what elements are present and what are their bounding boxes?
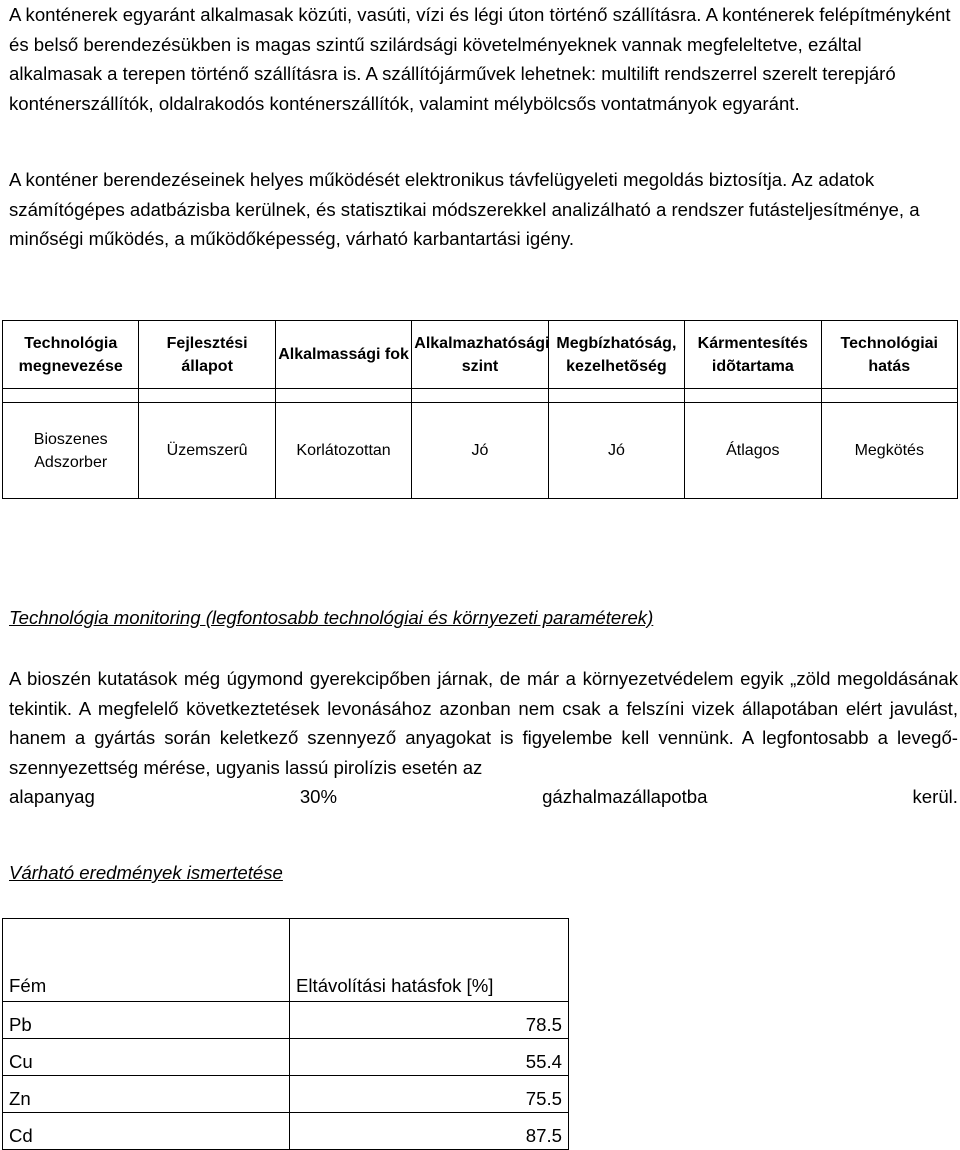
efficiency-cell: 75.5 [290,1076,569,1113]
monitoring-heading: Technológia monitoring (legfontosabb technológiai és környezeti paraméterek) [9,607,654,628]
results-table-row [3,1002,569,1039]
tech-cell: Üzemszerû [139,403,275,499]
results-table [2,918,569,1150]
technology-table [2,320,958,499]
efficiency-cell: 55.4 [290,1039,569,1076]
tech-cell: Átlagos [685,403,821,499]
results-heading: Várható eredmények ismertetése [9,862,283,883]
tech-header-cell: Alkalmazhatósági szint [412,321,548,389]
tech-cell: Jó [548,403,684,499]
intro-paragraph-2: A konténer berendezéseinek helyes működését elektronikus távfelügyeleti megoldás biztosítja. Az adatok számítógépes adatbázisba kerülnek, és statisztikai módszerekkel analizálható a rendszer futásteljesítménye, a minőségi működés, a működőképesség, várható karbantartási igény. [9,169,920,249]
tech-cell: Korlátozottan [275,403,411,499]
tech-header-cell: Kármentesítés idõtartama [685,321,821,389]
tech-cell: Megkötés [821,403,957,499]
results-table-row [3,1039,569,1076]
last-line-word: kerül. [912,786,958,807]
metal-cell: Pb [3,1002,290,1039]
technology-table-header-row [3,321,958,389]
results-table-row [3,1076,569,1113]
efficiency-cell: 87.5 [290,1113,569,1150]
last-line-word: alapanyag [9,786,95,807]
results-table-row [3,1113,569,1150]
efficiency-cell: 78.5 [290,1002,569,1039]
intro-paragraph-1: A konténerek egyaránt alkalmasak közúti, vasúti, vízi és légi úton történő szállításra. A konténerek felépítményként és belső berendezésükben is magas szintű szilárdsági követelményeknek vannak megfeleltetve, ezáltal alkalmasak a terepen történő szállításra is. A szállítójárművek lehetnek: multilift rendszerrel szerelt terepjáró konténerszállítók, oldalrakodós konténerszállítók, valamint mélybölcsős vontatmányok egyaránt. [9,4,951,114]
monitoring-last-line [9,782,958,812]
monitoring-body: A bioszén kutatások még úgymond gyerekcipőben járnak, de már a környezetvédelem egyik „zöld megoldásának tekintik. A megfelelő következtetések levonásához azonban nem csak a felszíni vizek állapotában elért javulást, hanem a gyártás során keletkező szennyező anyagokat is figyelembe kell vennünk. A legfontosabb a levegő-szennyezettség mérése, ugyanis lassú pirolízis esetén az [9,668,958,778]
metal-cell: Cu [3,1039,290,1076]
tech-header-cell: Alkalmassági fok [275,321,411,389]
results-header-efficiency: Eltávolítási hatásfok [%] [290,919,569,1002]
metal-cell: Zn [3,1076,290,1113]
tech-cell: Bioszenes Adszorber [3,403,139,499]
tech-cell: Jó [412,403,548,499]
last-line-word: 30% [299,786,338,807]
technology-table-row [3,403,958,499]
tech-header-cell: Fejlesztési állapot [139,321,275,389]
results-header-metal: Fém [3,919,290,1002]
technology-table-spacer-row [3,389,958,403]
last-line-word: gázhalmazállapotba [542,786,708,807]
tech-header-cell: Technológia megnevezése [3,321,139,389]
metal-cell: Cd [3,1113,290,1150]
monitoring-paragraph [9,664,958,812]
tech-header-cell: Megbízhatóság, kezelhetõség [548,321,684,389]
results-table-header-row [3,919,569,1002]
tech-header-cell: Technológiai hatás [821,321,957,389]
